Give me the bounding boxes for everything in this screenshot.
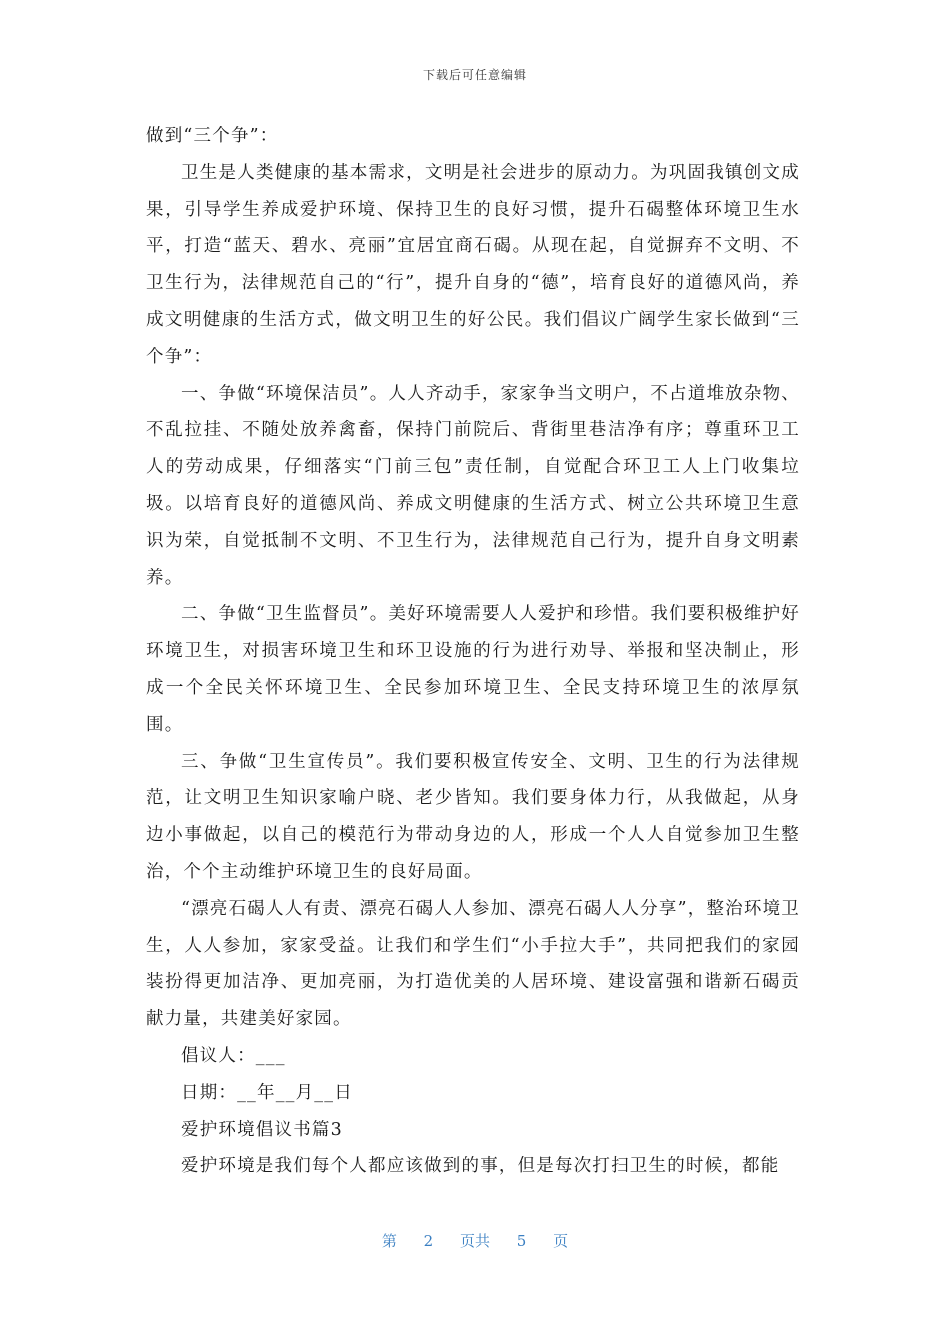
paragraph-9: 爱护环境是我们每个人都应该做到的事，但是每次打扫卫生的时候，都能	[181, 1156, 780, 1177]
page-footer	[0, 1230, 950, 1251]
paragraph-0: 做到“三个争”：	[146, 126, 279, 146]
footer-middle: 页共	[459, 1232, 490, 1250]
document-body	[146, 118, 800, 1185]
date-line: 日期：__年__月__日	[181, 1082, 353, 1103]
footer-suffix: 页	[553, 1232, 569, 1250]
paragraph-2: 一、争做“环境保洁员”。人人齐动手，家家争当文明户，不占道堆放杂物、不乱拉挂、不随处放养禽畜，保持门前院后、背街里巷洁净有序；尊重环卫工人的劳动成果，仔细落实“门前三包”责任制，自觉配合环卫工人上门收集垃圾。以培育良好的道德风尚、养成文明健康的生活方式、树立公共环境卫生意识为荣，自觉抵制不文明、不卫生行为，法律规范自己行为，提升自身文明素养。	[146, 383, 800, 588]
paragraph-4: 三、争做“卫生宣传员”。我们要积极宣传安全、文明、卫生的行为法律规范，让文明卫生知识家喻户晓、老少皆知。我们要身体力行，从我做起，从身边小事做起，以自己的模范行为带动身边的人，形成一个人人自觉参加卫生整治，个个主动维护环境卫生的良好局面。	[146, 751, 800, 882]
paragraph-5: “漂亮石碣人人有责、漂亮石碣人人参加、漂亮石碣人人分享”，整治环境卫生，人人参加，家家受益。让我们和学生们“小手拉大手”，共同把我们的家园装扮得更加洁净、更加亮丽，为打造优美的人居环境、建设富强和谐新石碣贡献力量，共建美好家园。	[146, 898, 800, 1030]
page-header: 下载后可任意编辑	[422, 68, 527, 82]
paragraph-1: 卫生是人类健康的基本需求，文明是社会进步的原动力。为巩固我镇创文成果，引导学生养成爱护环境、保持卫生的良好习惯，提升石碣整体环境卫生水平，打造“蓝天、碧水、亮丽”宜居宜商石碣。从现在起，自觉摒弃不文明、不卫生行为，法律规范自己的“行”，提升自身的“德”，培育良好的道德风尚，养成文明健康的生活方式，做文明卫生的好公民。我们倡议广阔学生家长做到“三个争”：	[146, 162, 800, 367]
footer-total-pages: 5	[516, 1232, 527, 1250]
footer-current-page: 2	[423, 1232, 434, 1250]
section-title: 爱护环境倡议书篇3	[181, 1119, 343, 1140]
footer-prefix: 第	[381, 1232, 397, 1250]
paragraph-3: 二、争做“卫生监督员”。美好环境需要人人爱护和珍惜。我们要积极维护好环境卫生，对损害环境卫生和环卫设施的行为进行劝导、举报和坚决制止，形成一个全民关怀环境卫生、全民参加环境卫生、全民支持环境卫生的浓厚氛围。	[146, 604, 800, 735]
proposer-line: 倡议人：___	[181, 1045, 286, 1066]
